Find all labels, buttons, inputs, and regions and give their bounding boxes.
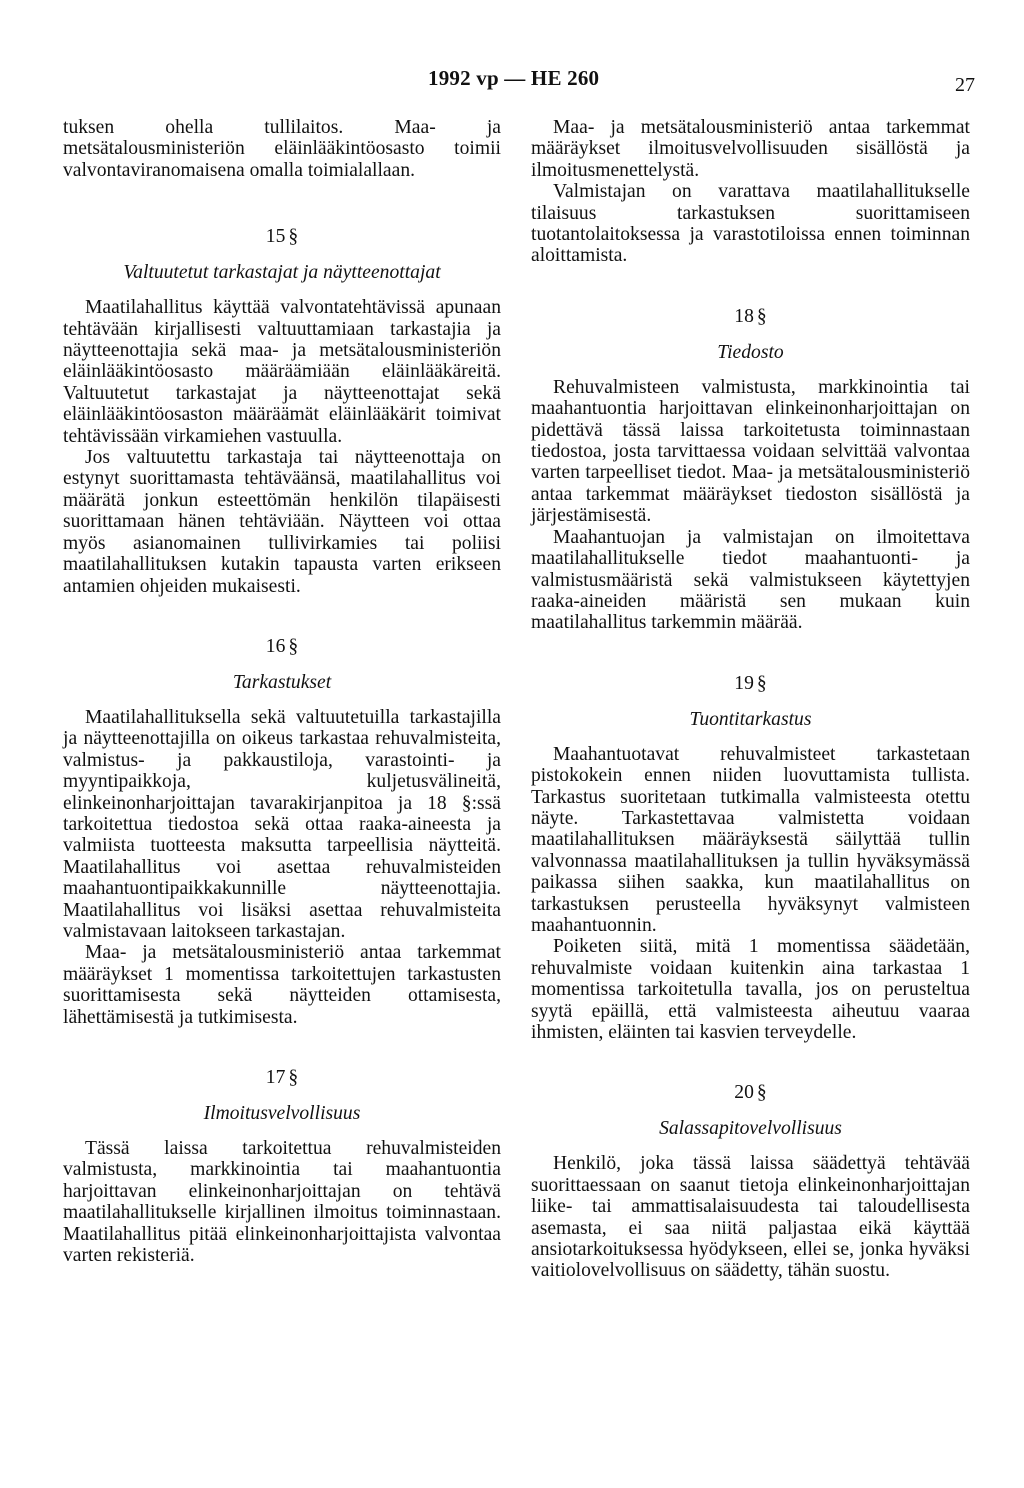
section-symbol: § (288, 635, 299, 657)
section-15-paragraph-2: Jos valtuutettu tarkastaja tai näytteenottaja on estynyt suorittamasta tehtäväänsä, maatilahallitus voi määrätä jonkun esteettömän henkilön tilapäisesti suorittamaan hänen tehtäviään. Näytteen voi ottaa myös asianomainen tullivirkamies tai poliisi maatilahallituksen kutakin tapausta varten erikseen antamien ohjeiden mukaisesti. (63, 447, 501, 597)
section-19-number (531, 672, 970, 696)
page-number: 27 (955, 74, 975, 96)
section-20-paragraph-1: Henkilö, joka tässä laissa säädettyä tehtävää suorittaessaan on saanut tietoja elinkeinonharjoittajan liike- tai ammattisalaisuudesta tai taloudellisesta asemasta, ei saa niitä paljastaa eikä käyttää ansiotarkoituksessa hyödykseen, ellei se, jonka hyväksi vaitiolovelvollisuus on säädetty, tähän suostu. (531, 1153, 970, 1282)
left-column (63, 117, 501, 1266)
section-number: 17 (265, 1067, 286, 1088)
section-symbol: § (756, 305, 767, 327)
section-18-paragraph-1: Rehuvalmisteen valmistusta, markkinointia tai maahantuontia harjoittavan elinkeinonharjoittajan on pidettävä tässä laissa tarkoitetusta toiminnastaan tiedostoa, josta tarvittaessa voidaan selvittää valvontaa varten tarpeelliset tiedot. Maa- ja metsätalousministeriö antaa tarkemmat määräykset tiedoston sisällöstä ja järjestämisestä. (531, 376, 970, 527)
page-header (0, 66, 1024, 96)
section-18-title: Tiedosto (717, 341, 784, 363)
section-18-paragraph-2: Maahantuojan ja valmistajan on ilmoitettava maatilahallitukselle tiedot maahantuonti- ja valmistusmääristä sekä valmistukseen käytettyjen raaka-aineiden määristä sen mukaan kuin maatilahallitus tarkemmin määrää. (531, 526, 970, 634)
section-symbol: § (288, 226, 299, 248)
section-number: 16 (265, 635, 286, 657)
section-20-number (531, 1081, 970, 1105)
section-16-number (63, 635, 501, 659)
section-number: 20 (734, 1082, 754, 1104)
section-17-paragraph-1: Tässä laissa tarkoitettua rehuvalmisteiden valmistusta, markkinointia tai maahantuontia harjoittavan elinkeinonharjoittajan on tehtävä maatilahallitukselle kirjallinen ilmoitus toiminnastaan. Maatilahallitus pitää elinkeinonharjoittajista valvontaa varten rekisteriä. (63, 1138, 501, 1267)
section-17-title: Ilmoitusvelvollisuus (203, 1103, 361, 1124)
section-number: 19 (734, 672, 754, 694)
section-19-paragraph-2: Poiketen siitä, mitä 1 momentissa säädetään, rehuvalmiste voidaan kuitenkin aina tarkastaa 1 momentissa tarkoitetulla tavalla, jos on perusteltua syytä epäillä, että valmisteesta aiheutuu vaaraa ihmisten, eläinten tai kasvien terveydelle. (531, 936, 970, 1043)
section-15-number (63, 225, 501, 249)
section-symbol: § (288, 1067, 299, 1088)
section-number: 18 (734, 305, 754, 327)
section-number: 15 (265, 226, 286, 248)
section-symbol: § (756, 672, 767, 694)
section-20-title: Salassapitovelvollisuus (659, 1118, 842, 1140)
intro-paragraph-2: Valmistajan on varattava maatilahallitukselle tilaisuus tarkastuksen suorittamiseen tuotantolaitoksessa ja varastotiloissa ennen toiminnan aloittamista. (531, 181, 970, 267)
section-16-title: Tarkastukset (232, 671, 332, 693)
section-16-paragraph-1: Maatilahallituksella sekä valtuutetuilla tarkastajilla ja näytteenottajilla on oikeus tarkastaa rehuvalmisteita, valmistus- ja pakkaustiloja, varastointi- ja myyntipaikkoja, kuljetusvälineitä, elinkeinonharjoittajan tavarakirjanpitoa ja 18 §:ssä tarkoitettua tiedostoa sekä ottaa raaka-aineesta ja valmiista tuotteesta maksutta tarpeellisia näytteitä. Maatilahallitus voi asettaa rehuvalmisteiden maahantuontipaikkakunnille näytteenottajia. Maatilahallitus voi lisäksi asettaa rehuvalmisteita valmistavaan laitokseen tarkastajan. (63, 706, 501, 942)
running-title: 1992 vp — HE 260 (428, 66, 600, 90)
section-19-title: Tuontitarkastus (689, 708, 812, 730)
section-18-number (531, 305, 970, 329)
intro-paragraph: tuksen ohella tullilaitos. Maa- ja metsätalousministeriön eläinlääkintöosasto toimii valvontaviranomaisena omalla toimialallaan. (63, 117, 501, 181)
section-19-paragraph-1: Maahantuotavat rehuvalmisteet tarkastetaan pistokokein ennen niiden luovuttamista tullista. Tarkastus suoritetaan tutkimalla valmisteesta otettu näyte. Tarkastettavaa valmistetta voidaan maatilahallituksen määräyksestä säilyttää tullin valvonnassa maatilahallituksen ja tullin hyväksymässä paikassa siihen saakka, kun maatilahallitus on tarkastuksen perusteella hyväksynyt valmisteen maahantuonnin. (531, 743, 970, 936)
right-column (531, 117, 970, 1282)
section-15-paragraph-1: Maatilahallitus käyttää valvontatehtävissä apunaan tehtävään kirjallisesti valtuuttamiaan tarkastajia ja näytteenottajia sekä maa- ja metsätalousministeriön eläinlääkintöosasto määräämiään eläinlääkäreitä. Valtuutetut tarkastajat ja näytteenottajat sekä eläinlääkintöosaston määräämät eläinlääkärit toimivat tehtävissään virkamiehen vastuulla. (63, 297, 501, 447)
section-15-title: Valtuutetut tarkastajat ja näytteenottajat (123, 262, 441, 284)
section-16-paragraph-2: Maa- ja metsätalousministeriö antaa tarkemmat määräykset 1 momentissa tarkoitettujen tarkastusten suorittamisesta sekä näytteiden ottamisesta, lähettämisestä ja tutkimisesta. (63, 942, 501, 1028)
section-17-number (63, 1066, 501, 1090)
intro-paragraph-1: Maa- ja metsätalousministeriö antaa tarkemmat määräykset ilmoitusvelvollisuuden sisällöstä ja ilmoitusmenettelystä. (531, 117, 970, 181)
section-symbol: § (756, 1082, 767, 1104)
